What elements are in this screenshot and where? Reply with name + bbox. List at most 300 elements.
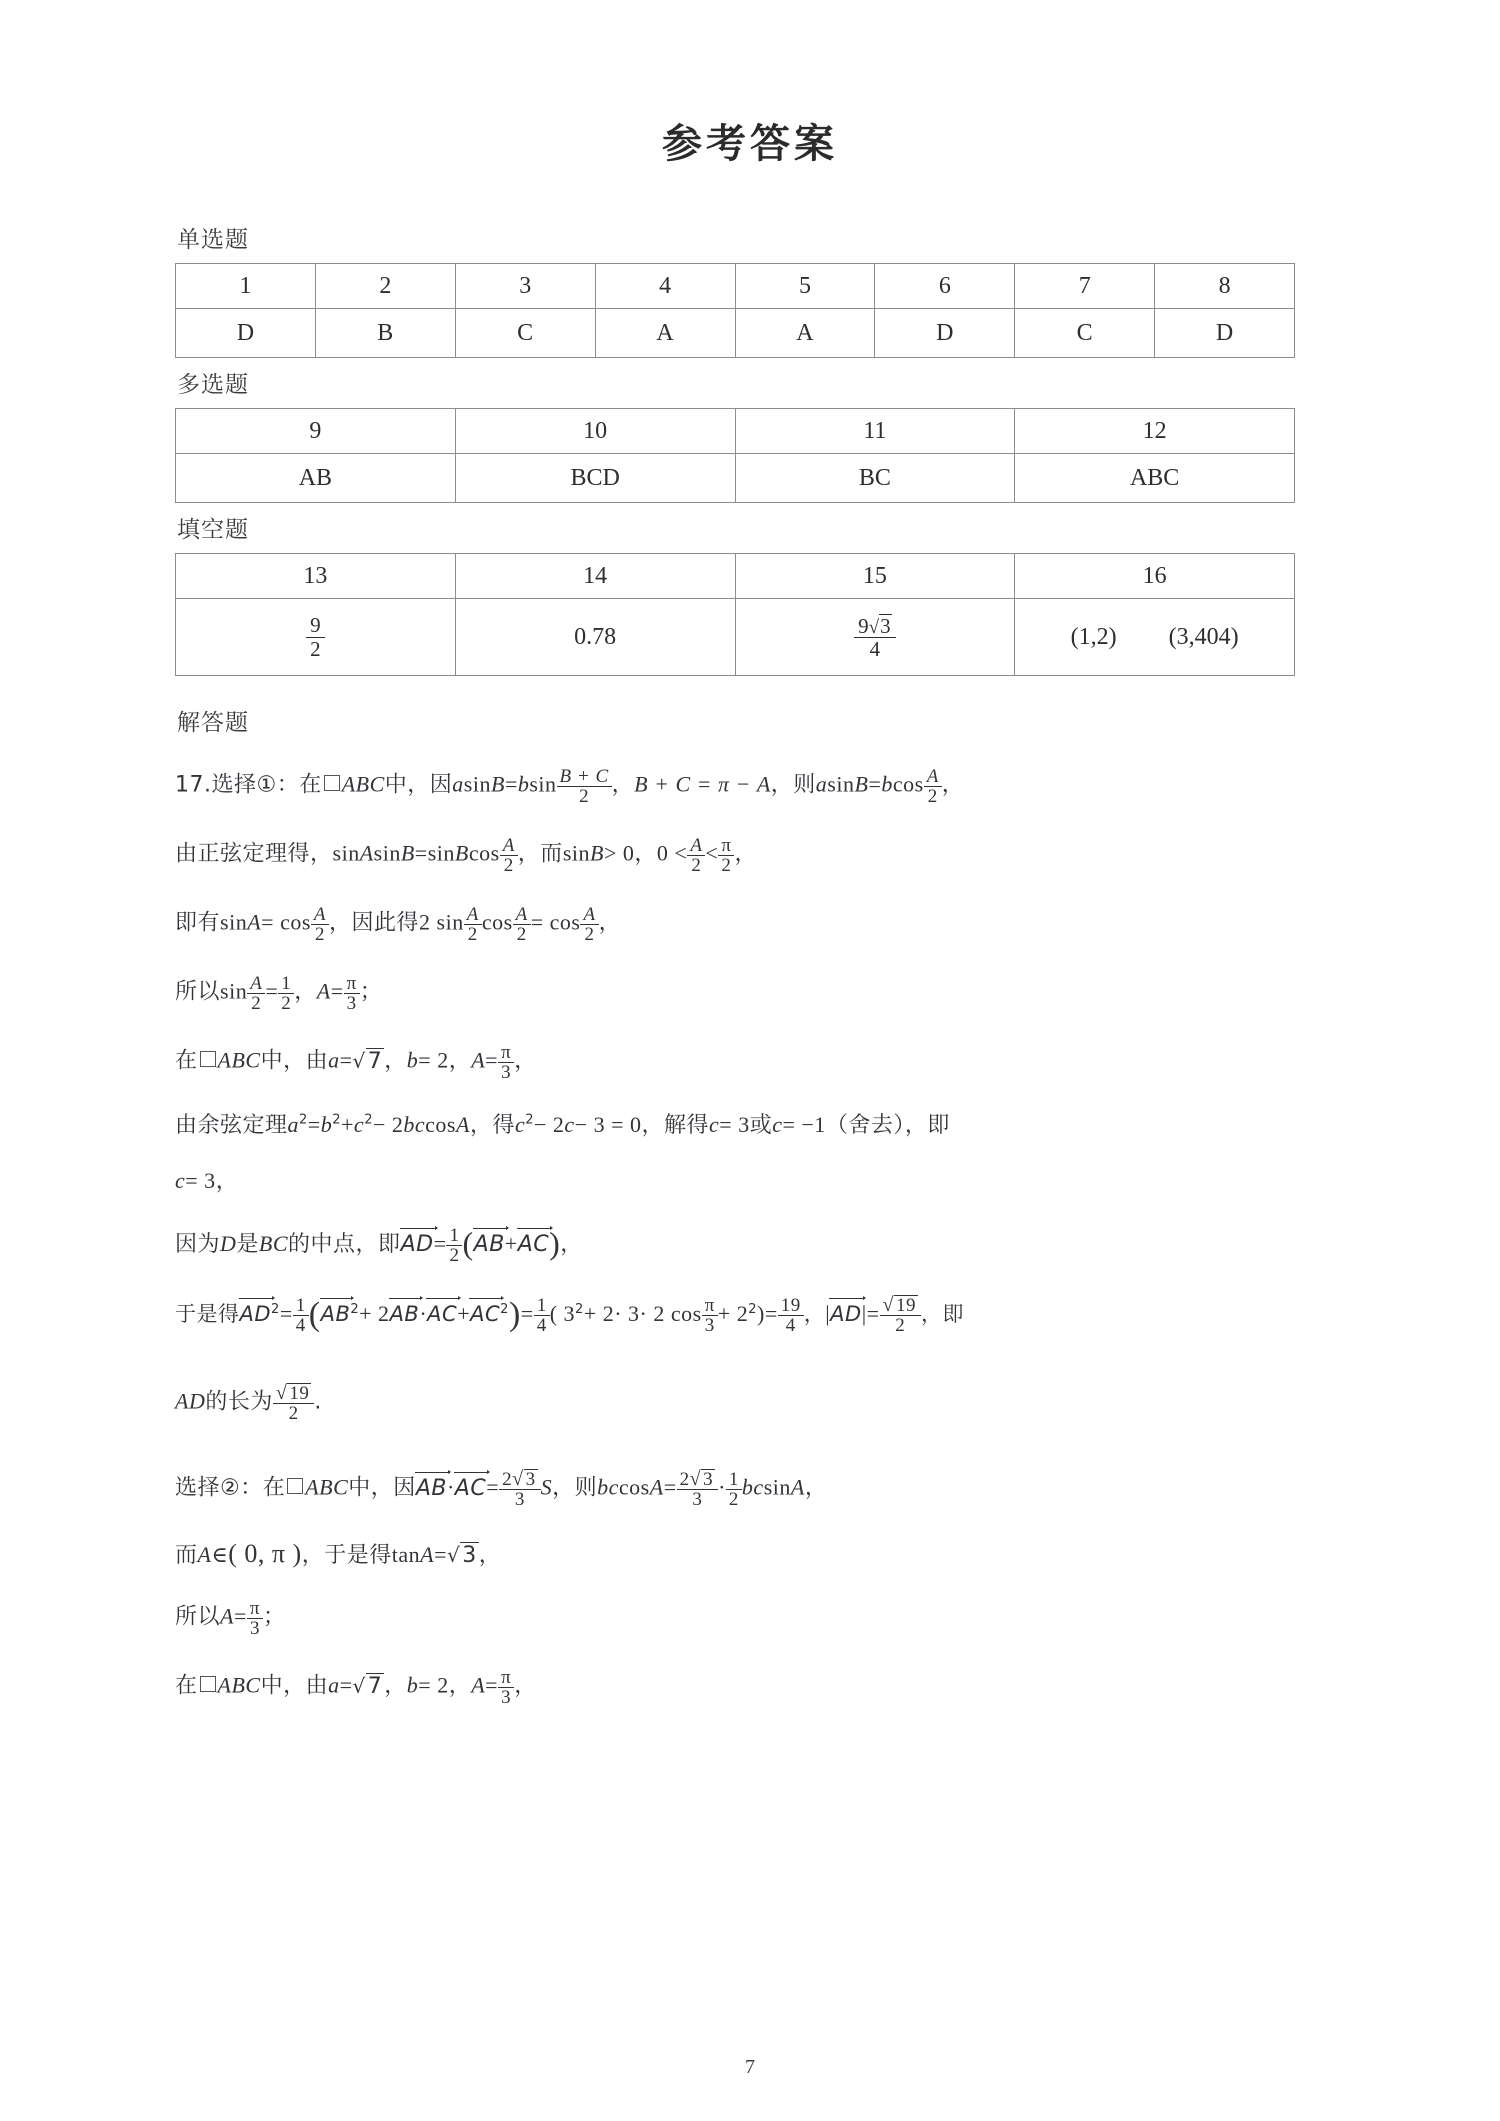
math: = — [339, 1047, 353, 1073]
math: > 0 — [603, 840, 635, 866]
fraction — [580, 905, 598, 944]
multi-choice-answer-table — [175, 408, 1295, 503]
vector-notation: AD — [830, 1302, 862, 1327]
math: = — [663, 1475, 677, 1501]
text: ， — [598, 910, 622, 936]
math: cos — [892, 771, 924, 797]
fraction-numerator: A — [464, 905, 482, 925]
text: ， — [384, 1048, 407, 1074]
exponent: 2 — [500, 1302, 509, 1318]
solution-line-7 — [175, 1168, 1325, 1194]
fraction-numerator — [499, 1469, 540, 1490]
vector-notation: AC — [427, 1302, 458, 1327]
text: ，于是得 — [301, 1543, 392, 1569]
math: 0 < — [656, 840, 688, 866]
fraction — [702, 1296, 718, 1335]
exponent: 2 — [332, 1112, 341, 1128]
fraction — [498, 1668, 514, 1707]
math: = −1 — [782, 1112, 826, 1137]
question-number: 11 — [735, 409, 1015, 454]
answer-cell: A — [735, 309, 875, 358]
math: A — [247, 909, 262, 935]
text: 所以 — [175, 979, 221, 1005]
vector-notation: AD — [239, 1302, 272, 1327]
solution-line-12 — [175, 1539, 1325, 1569]
math: + — [457, 1301, 471, 1327]
page-number: 7 — [745, 2056, 755, 2078]
fraction-numerator — [273, 1383, 314, 1404]
text: ， — [478, 1543, 502, 1569]
math: A — [316, 978, 331, 1004]
math: c — [514, 1112, 526, 1137]
table-row — [176, 309, 1295, 358]
fraction — [247, 974, 265, 1013]
coordinate-pair-2: (3,404) — [1168, 623, 1239, 650]
text: ， — [611, 772, 635, 798]
question-number: 12 — [1015, 409, 1295, 454]
sqrt-icon: √ 3 — [689, 1468, 714, 1491]
fraction-numerator: π — [718, 836, 734, 856]
question-number: 9 — [176, 409, 456, 454]
math: B — [590, 840, 604, 866]
answer-cell: D — [176, 309, 316, 358]
question-number: 4 — [595, 264, 735, 309]
solution-line-3 — [175, 905, 1325, 944]
math: c — [709, 1112, 720, 1137]
math: ABC — [341, 771, 385, 797]
fraction — [726, 1470, 742, 1509]
radicand: 3 — [703, 1469, 714, 1491]
fraction-numerator: 1 — [278, 974, 294, 994]
fraction-denominator: 4 — [869, 637, 881, 662]
fraction-denominator: 2 — [721, 855, 732, 876]
text: ， — [448, 1673, 472, 1699]
fraction — [498, 1043, 514, 1082]
fraction — [273, 1383, 314, 1423]
question-number: 5 — [735, 264, 875, 309]
math: sin — [562, 840, 590, 866]
fraction-numerator: A — [513, 905, 531, 925]
math: · — [419, 1301, 428, 1327]
abs-bar: | — [861, 1301, 867, 1327]
section-label-multi-choice: 多选题 — [177, 372, 249, 398]
question-number: 7 — [1015, 264, 1155, 309]
fraction-denominator: 3 — [704, 1315, 715, 1337]
fraction-denominator: 2 — [927, 786, 938, 807]
math: = — [866, 1301, 880, 1327]
answer-cell: D — [875, 309, 1015, 358]
math: ∈ — [211, 1542, 229, 1568]
math: = — [504, 771, 518, 797]
math: · — [718, 1475, 726, 1501]
sqrt-icon: √7 — [352, 1673, 383, 1699]
math: bc — [741, 1475, 764, 1501]
fraction — [499, 1469, 540, 1509]
answer-cell-q13 — [176, 599, 456, 676]
answer-cell: BC — [735, 454, 1015, 503]
math: + — [341, 1112, 354, 1137]
paren-open: ( — [308, 1296, 321, 1334]
radicand: 7 — [367, 1673, 383, 1699]
math: · — [446, 1475, 455, 1501]
math: sin — [332, 840, 360, 866]
math: = cos — [261, 909, 311, 935]
fraction-denominator: 2 — [449, 1245, 460, 1267]
math: = — [485, 1672, 499, 1698]
triangle-symbol-box — [200, 1051, 216, 1067]
fraction-denominator: 3 — [501, 1687, 512, 1709]
text: 中，因 — [348, 1476, 416, 1502]
paren-close: ) — [508, 1296, 521, 1334]
fraction-numerator — [677, 1469, 718, 1490]
math: cos — [468, 840, 500, 866]
math: a — [287, 1112, 300, 1137]
fraction-numerator: π — [498, 1043, 514, 1063]
vector-notation: AB — [473, 1231, 505, 1257]
math: B — [400, 840, 415, 866]
text: ， — [215, 1169, 239, 1195]
math: cos — [481, 909, 513, 935]
text: ， — [804, 1476, 828, 1502]
solution-line-14 — [175, 1668, 1325, 1707]
math: = — [330, 978, 344, 1004]
math: = — [434, 1542, 447, 1568]
math: < — [705, 840, 719, 866]
solution-line-6 — [175, 1112, 1325, 1138]
sqrt-icon: √3 — [447, 1543, 477, 1569]
vector-notation: AC — [470, 1302, 501, 1327]
math: B — [490, 771, 505, 797]
answer-cell: BCD — [455, 454, 735, 503]
math: = cos — [530, 909, 581, 935]
fraction-numerator: B + C — [557, 767, 612, 787]
math: a — [328, 1672, 340, 1698]
sqrt-icon: √7 — [352, 1048, 383, 1074]
text: 所以 — [175, 1604, 221, 1630]
fraction-denominator: 2 — [314, 924, 325, 945]
solution-line-2 — [175, 836, 1325, 875]
radicand: 3 — [525, 1469, 536, 1491]
sqrt-icon: √ 19 — [882, 1294, 916, 1317]
math: sin — [220, 978, 248, 1004]
fraction — [880, 1295, 921, 1335]
math: − 3 = 0 — [574, 1112, 642, 1137]
fraction-denominator: 3 — [514, 1489, 525, 1511]
text: 而 — [175, 1543, 198, 1569]
solution-line-5 — [175, 1043, 1325, 1082]
math: b — [320, 1112, 333, 1137]
exponent: 2 — [525, 1112, 534, 1128]
math: = 2 — [418, 1047, 449, 1073]
math: − 2 — [372, 1112, 404, 1137]
solution-line-10 — [175, 1383, 1325, 1423]
question-number: 2 — [315, 264, 455, 309]
answer-cell-q14: 0.78 — [455, 599, 735, 676]
fraction-numerator: π — [702, 1296, 718, 1316]
vector-notation: AC — [454, 1476, 487, 1502]
question-number: 16 — [1015, 554, 1295, 599]
math: = — [233, 1603, 247, 1629]
text: ，因此得 — [329, 910, 420, 936]
text: ， — [941, 772, 965, 798]
fraction — [311, 905, 329, 944]
sqrt-icon: √ 19 — [275, 1382, 310, 1405]
math: bc — [403, 1112, 426, 1137]
fraction — [557, 767, 612, 806]
math: cos — [618, 1475, 650, 1501]
math: ( 3 — [549, 1301, 576, 1327]
fill-blank-answer-table — [175, 553, 1295, 676]
math: A — [220, 1603, 234, 1629]
math: c — [564, 1112, 575, 1137]
text: ， — [384, 1673, 407, 1699]
math: A — [455, 1112, 470, 1137]
fraction — [278, 974, 294, 1013]
text: 中，由 — [260, 1048, 329, 1074]
math: − 2 — [534, 1112, 565, 1137]
math: = — [433, 1230, 447, 1256]
fraction-denominator: 2 — [895, 1315, 906, 1337]
math: = — [307, 1112, 321, 1137]
table-row — [176, 599, 1295, 676]
fraction-denominator: 2 — [579, 786, 590, 807]
fraction-denominator: 2 — [728, 1489, 739, 1511]
fraction-denominator: 2 — [516, 924, 527, 945]
text: 的长为 — [205, 1390, 273, 1416]
text: ； — [262, 1604, 286, 1630]
fraction-numerator: 1 — [726, 1470, 742, 1490]
math: = — [486, 1475, 500, 1501]
table-row — [176, 454, 1295, 503]
question-number: 8 — [1155, 264, 1295, 309]
text: ，则 — [770, 772, 816, 798]
math: sin — [827, 771, 855, 797]
fraction — [854, 614, 895, 661]
fraction-denominator: 2 — [503, 855, 514, 876]
fraction-denominator: 2 — [251, 993, 262, 1014]
text: 由余弦定理 — [175, 1113, 288, 1138]
fraction-denominator: 2 — [691, 855, 702, 876]
math: = 3 — [185, 1168, 216, 1194]
answer-cell: A — [595, 309, 735, 358]
fraction-denominator: 3 — [249, 1618, 260, 1640]
answer-cell: B — [315, 309, 455, 358]
text: ， — [803, 1302, 826, 1327]
exponent: 2 — [350, 1302, 360, 1318]
fraction-numerator: A — [687, 836, 705, 856]
fraction-denominator: 2 — [288, 1403, 299, 1425]
fraction — [778, 1296, 804, 1335]
math: = 3或 — [719, 1112, 773, 1137]
radicand: 3 — [880, 613, 891, 638]
paren-close: ) — [756, 1301, 765, 1327]
fraction-numerator: 9 — [306, 614, 325, 637]
math: = — [520, 1301, 534, 1327]
section-label-fill-blank: 填空题 — [177, 517, 249, 543]
fraction-denominator: 2 — [281, 993, 292, 1014]
fraction — [446, 1226, 462, 1265]
math: ABC — [217, 1672, 261, 1698]
fraction-denominator: 3 — [346, 993, 357, 1014]
section-label-solutions: 解答题 — [177, 710, 249, 736]
answer-cell: C — [1015, 309, 1155, 358]
fraction — [687, 836, 705, 875]
single-choice-answer-table — [175, 263, 1295, 358]
text: ， — [514, 1048, 537, 1074]
vector-notation: AB — [389, 1302, 420, 1327]
text: ，则 — [552, 1476, 598, 1502]
math: sin — [763, 1475, 791, 1501]
text: 是 — [236, 1231, 259, 1257]
triangle-symbol-box — [324, 775, 340, 791]
fraction — [924, 767, 942, 806]
fraction-numerator — [880, 1295, 921, 1316]
solution-line-8 — [175, 1225, 1325, 1265]
fraction-denominator: 2 — [584, 924, 595, 945]
text: （舍去），即 — [825, 1113, 950, 1138]
math: c — [772, 1112, 783, 1137]
question-number: 3 — [455, 264, 595, 309]
text: ， — [560, 1231, 583, 1257]
math: = — [485, 1047, 499, 1073]
fraction — [306, 614, 325, 659]
text: ， — [514, 1673, 537, 1699]
math: sin — [427, 840, 455, 866]
fraction-numerator: A — [247, 974, 265, 994]
fraction — [344, 974, 360, 1013]
math: sin — [529, 771, 557, 797]
coefficient: 9 — [858, 613, 869, 638]
radicand: 3 — [462, 1543, 477, 1569]
question-number: 15 — [735, 554, 1015, 599]
page-sheet — [175, 0, 1325, 2121]
fraction-numerator: A — [500, 836, 518, 856]
math: = — [764, 1301, 778, 1327]
text: 在 — [175, 1048, 198, 1074]
solution-line-1 — [175, 767, 1325, 806]
math: BC — [258, 1230, 289, 1256]
fraction-numerator: 1 — [293, 1296, 309, 1316]
exponent: 2 — [271, 1302, 280, 1318]
math: B — [854, 771, 869, 797]
answer-cell: C — [455, 309, 595, 358]
sqrt-icon: √3 — [868, 613, 891, 638]
text: ， — [448, 1048, 472, 1074]
math: = — [339, 1672, 353, 1698]
fraction-numerator: 19 — [778, 1296, 804, 1316]
fraction — [718, 836, 734, 875]
math: A — [420, 1542, 435, 1568]
answer-cell-q16 — [1015, 599, 1295, 676]
text: 选择②：在 — [175, 1476, 286, 1502]
fraction-numerator: π — [498, 1668, 514, 1688]
question-number: 1 — [176, 264, 316, 309]
math: + 2 — [717, 1301, 749, 1327]
abs-bar: | — [825, 1301, 831, 1327]
question-number: 10 — [455, 409, 735, 454]
math: + 2 — [359, 1301, 390, 1327]
exponent: 2 — [299, 1112, 308, 1128]
fraction-numerator: A — [580, 905, 598, 925]
math: a — [452, 771, 464, 797]
fraction — [293, 1296, 309, 1335]
math: ABC — [305, 1475, 349, 1501]
table-row — [176, 264, 1295, 309]
solution-line-11 — [175, 1469, 1325, 1509]
math: D — [220, 1230, 237, 1256]
fraction-numerator: π — [344, 974, 360, 994]
math: A — [471, 1047, 486, 1073]
math: b — [406, 1047, 419, 1073]
math: b — [517, 771, 530, 797]
text: . — [314, 1390, 322, 1416]
question-number: 6 — [875, 264, 1015, 309]
exponent: 2 — [364, 1112, 373, 1128]
triangle-symbol-box — [200, 1676, 216, 1692]
fraction-denominator: 4 — [536, 1315, 547, 1337]
math: b — [881, 771, 893, 797]
answer-cell: ABC — [1015, 454, 1295, 503]
vector-notation: AC — [517, 1231, 550, 1257]
math: B — [454, 840, 469, 866]
fraction-denominator: 2 — [310, 636, 321, 661]
page-title: 参考答案 — [662, 120, 838, 167]
fraction — [677, 1469, 718, 1509]
paren-open: ( — [462, 1224, 474, 1261]
fraction-denominator: 2 — [467, 924, 478, 945]
math: b — [406, 1672, 419, 1698]
text: ， — [294, 979, 317, 1005]
math: bc — [597, 1475, 619, 1501]
math: = — [868, 771, 882, 797]
radicand: 7 — [367, 1048, 383, 1074]
math: sin — [463, 771, 491, 797]
fraction-numerator: 1 — [446, 1226, 462, 1246]
text: ； — [359, 979, 383, 1005]
table-row — [176, 409, 1295, 454]
solution-line-9 — [175, 1295, 1325, 1335]
text: ，即 — [921, 1302, 964, 1327]
fraction-numerator: π — [247, 1599, 263, 1619]
vector-notation: AD — [400, 1231, 434, 1257]
math: = — [265, 978, 279, 1004]
triangle-symbol-box — [287, 1478, 303, 1494]
text: 在 — [175, 1673, 198, 1699]
math: A — [471, 1672, 486, 1698]
solution-line-4 — [175, 974, 1325, 1013]
math: = — [414, 840, 428, 866]
text: ， — [634, 841, 657, 867]
radicand: 19 — [896, 1295, 916, 1317]
answer-cell: D — [1155, 309, 1295, 358]
fraction-numerator: A — [924, 767, 942, 787]
text: ，解得 — [641, 1113, 710, 1138]
text: ，而 — [517, 841, 563, 867]
math: sin — [220, 909, 248, 935]
math: sin — [373, 840, 401, 866]
fraction-denominator: 3 — [501, 1062, 512, 1083]
math: c — [175, 1168, 186, 1194]
answer-cell-q15 — [735, 599, 1015, 676]
math: AD — [175, 1389, 206, 1415]
text: ， — [734, 841, 757, 867]
text: ，得 — [469, 1113, 515, 1138]
solution-line-13 — [175, 1599, 1325, 1638]
math: a — [328, 1047, 340, 1073]
math: = 2 — [418, 1672, 449, 1698]
coefficient: 2 — [679, 1469, 690, 1491]
math: B + C = π − A — [634, 771, 771, 797]
